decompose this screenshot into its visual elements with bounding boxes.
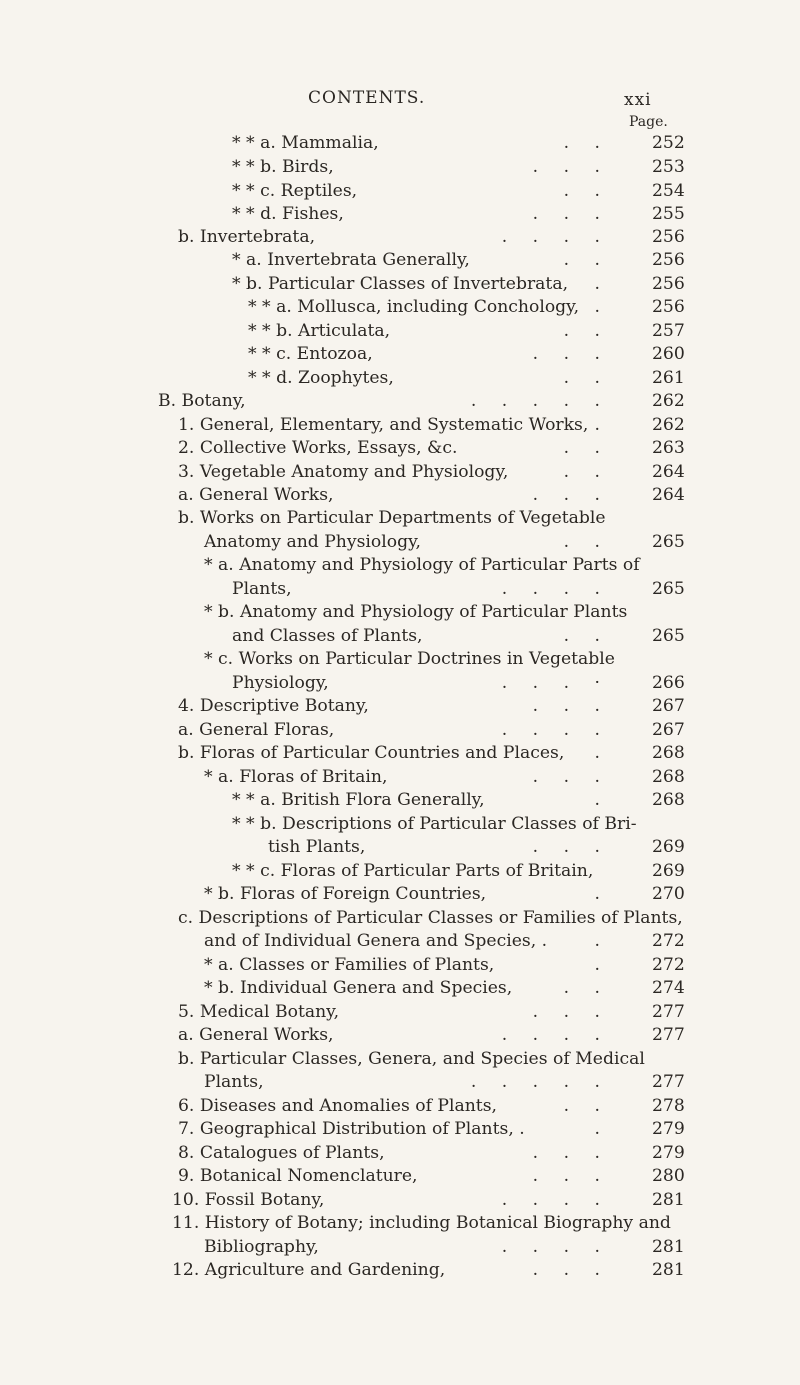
toc-page-number: 277 [652,1002,685,1022]
toc-entry-label: * b. Individual Genera and Species, [204,978,513,998]
toc-leader-dots: . . . · [501,673,610,693]
toc-entry-label: * * a. Mollusca, including Conchology, [248,297,580,317]
toc-page-number: 254 [652,181,685,201]
page-column-label: Page. [629,114,668,130]
toc-entry-label: 1. General, Elementary, and Systematic Works, [178,415,589,435]
toc-leader-dots: . . [563,438,610,458]
toc-entry-label: 9. Botanical Nomenclature, [178,1166,418,1186]
toc-leader-dots: . . [563,321,610,341]
toc-entry-label: a. General Works, [178,1025,334,1045]
toc-page-number: 279 [652,1143,685,1163]
toc-page-number: 272 [652,931,685,951]
toc-entry-label: 2. Collective Works, Essays, &c. [178,438,458,458]
toc-page-number: 262 [652,391,685,411]
toc-leader-dots: . . . [532,1143,610,1163]
toc-page-number: 260 [652,344,685,364]
toc-leader-dots: . . . [532,1260,610,1280]
toc-entry-label: * * c. Entozoa, [248,344,373,364]
toc-leader-dots: . . [563,532,610,552]
toc-page-number: 256 [652,274,685,294]
toc-entry-label: * a. Classes or Families of Plants, [204,955,495,975]
toc-entry-label: Bibliography, [204,1237,319,1257]
toc-leader-dots: . . [563,1096,610,1116]
toc-page-number: 272 [652,955,685,975]
toc-page-number: 267 [652,696,685,716]
toc-leader-dots: . . [563,181,610,201]
toc-entry-label: * a. Anatomy and Physiology of Particular Parts of [204,555,640,575]
toc-leader-dots: . . . . . [470,391,610,411]
toc-page-number: 280 [652,1166,685,1186]
toc-entry-label: * * b. Birds, [232,157,334,177]
toc-entry-label: 12. Agriculture and Gardening, [172,1260,446,1280]
toc-entry-label: b. Works on Particular Departments of Vegetable [178,508,606,528]
toc-entry-label: Anatomy and Physiology, [204,532,421,552]
toc-page-number: 265 [652,579,685,599]
toc-leader-dots: . [594,415,610,435]
toc-page-number: 256 [652,250,685,270]
toc-page-number: 277 [652,1025,685,1045]
toc-page-number: 264 [652,462,685,482]
toc-leader-dots: . [594,1119,610,1139]
toc-leader-dots: . . . [532,1002,610,1022]
toc-page-number: 268 [652,743,685,763]
toc-entry-label: and Classes of Plants, [232,626,423,646]
toc-entry-label: 5. Medical Botany, [178,1002,340,1022]
toc-page-number: 252 [652,133,685,153]
toc-entry-label: * * c. Floras of Particular Parts of Britain, [232,861,594,881]
toc-leader-dots: . [594,931,610,951]
toc-entry-label: Physiology, [232,673,329,693]
toc-page-number: 268 [652,790,685,810]
toc-leader-dots: . . [563,133,610,153]
toc-page-number: 265 [652,532,685,552]
toc-leader-dots: . [594,790,610,810]
toc-page-number: 257 [652,321,685,341]
toc-leader-dots: . . [563,626,610,646]
toc-entry-label: * * a. Mammalia, [232,133,379,153]
toc-entry-label: * * b. Descriptions of Particular Classes of Bri- [232,814,637,834]
toc-entry-label: b. Particular Classes, Genera, and Species of Medical [178,1049,645,1069]
toc-leader-dots: . . . . [501,1025,610,1045]
toc-page-number: 281 [652,1190,685,1210]
toc-leader-dots: . . . [532,344,610,364]
toc-leader-dots: . . . . [501,1237,610,1257]
toc-page-number: 256 [652,227,685,247]
toc-page-number: 265 [652,626,685,646]
toc-leader-dots: . . . . [501,720,610,740]
toc-page-number: 261 [652,368,685,388]
toc-leader-dots: . . [563,462,610,482]
toc-entry-label: b. Floras of Particular Countries and Places, [178,743,565,763]
toc-entry-label: 8. Catalogues of Plants, [178,1143,385,1163]
toc-leader-dots: . [594,274,610,294]
toc-entry-label: c. Descriptions of Particular Classes or Families of Plants, [178,908,683,928]
toc-entry-label: * b. Anatomy and Physiology of Particular Plants [204,602,628,622]
toc-leader-dots: . . . [532,1166,610,1186]
toc-page-number: 278 [652,1096,685,1116]
toc-leader-dots: . . . . . [470,1072,610,1092]
toc-entry-label: Plants, [232,579,292,599]
toc-entry-label: B. Botany, [158,391,246,411]
toc-leader-dots: . . . [532,767,610,787]
toc-page-number: 281 [652,1237,685,1257]
toc-entry-label: 6. Diseases and Anomalies of Plants, [178,1096,498,1116]
toc-page-number: 279 [652,1119,685,1139]
toc-leader-dots: . . . [532,696,610,716]
toc-leader-dots: . . . [532,204,610,224]
toc-entry-label: * b. Particular Classes of Invertebrata, [232,274,569,294]
toc-page-number: 274 [652,978,685,998]
toc-entry-label: 4. Descriptive Botany, [178,696,369,716]
toc-leader-dots: . . [563,978,610,998]
toc-page-number: 262 [652,415,685,435]
toc-entry-label: * b. Floras of Foreign Countries, [204,884,487,904]
toc-page-number: 269 [652,861,685,881]
toc-entry-label: 10. Fossil Botany, [172,1190,325,1210]
page-number: xxi [624,90,652,110]
toc-leader-dots: . [594,884,610,904]
toc-page-number: 267 [652,720,685,740]
toc-entry-label: b. Invertebrata, [178,227,316,247]
toc-leader-dots: . [594,297,610,317]
toc-page-number: 266 [652,673,685,693]
toc-page-number: 269 [652,837,685,857]
toc-page-number: 264 [652,485,685,505]
running-head-title: CONTENTS. [308,88,426,108]
toc-page-number: 253 [652,157,685,177]
toc-entry-label: a. General Works, [178,485,334,505]
toc-page-number: 268 [652,767,685,787]
toc-entry-label: 3. Vegetable Anatomy and Physiology, [178,462,509,482]
toc-leader-dots: . . [563,368,610,388]
toc-page-number: 255 [652,204,685,224]
toc-page-number: 270 [652,884,685,904]
toc-entry-label: 11. History of Botany; including Botanical Biography and [172,1213,671,1233]
toc-leader-dots: . . . . [501,1190,610,1210]
toc-page-number: 256 [652,297,685,317]
toc-leader-dots: . . . . [501,579,610,599]
toc-entry-label: and of Individual Genera and Species, . [204,931,548,951]
toc-entry-label: * * c. Reptiles, [232,181,358,201]
toc-entry-label: Plants, [204,1072,264,1092]
toc-page-number: 277 [652,1072,685,1092]
toc-leader-dots: . . . [532,837,610,857]
toc-entry-label: * a. Floras of Britain, [204,767,388,787]
toc-leader-dots: . [594,955,610,975]
toc-entry-label: a. General Floras, [178,720,335,740]
toc-leader-dots: . . . [532,485,610,505]
toc-entry-label: * a. Invertebrata Generally, [232,250,470,270]
toc-page-number: 263 [652,438,685,458]
toc-leader-dots: . . . [532,157,610,177]
toc-page-number: 281 [652,1260,685,1280]
toc-entry-label: * * d. Zoophytes, [248,368,394,388]
toc-entry-label: * c. Works on Particular Doctrines in Vegetable [204,649,615,669]
toc-leader-dots: . . [563,250,610,270]
toc-entry-label: * * d. Fishes, [232,204,344,224]
toc-entry-label: tish Plants, [268,837,366,857]
toc-leader-dots: . [594,743,610,763]
toc-entry-label: * * a. British Flora Generally, [232,790,485,810]
toc-entry-label: * * b. Articulata, [248,321,391,341]
toc-entry-label: 7. Geographical Distribution of Plants, . [178,1119,525,1139]
toc-leader-dots: . . . . [501,227,610,247]
